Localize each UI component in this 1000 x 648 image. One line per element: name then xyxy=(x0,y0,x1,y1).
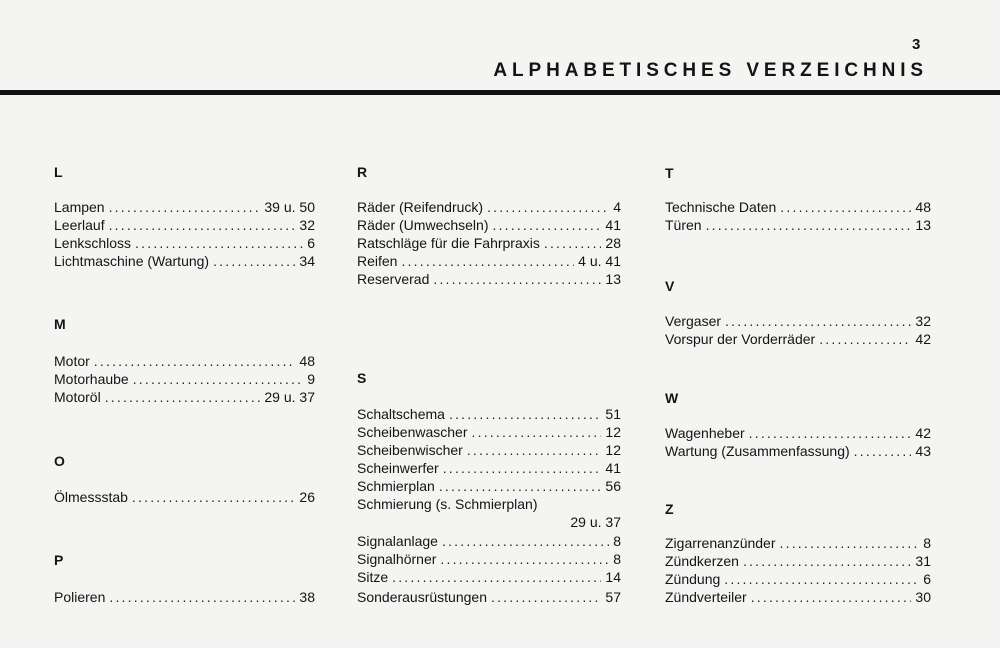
section-letter-t: T xyxy=(665,165,674,181)
section-letter-r: R xyxy=(357,164,368,180)
section-letter-m: M xyxy=(54,316,66,332)
index-entry: Motor ..... 48 xyxy=(54,352,315,370)
index-entry: Zündung ..... 6 xyxy=(665,570,931,588)
index-entry: Technische Daten ..... 48 xyxy=(665,198,931,216)
index-entry-continuation: 29 u. 37 xyxy=(570,514,621,530)
index-entry: Polieren ..... 38 xyxy=(54,588,315,606)
index-entry: Sitze ..... 14 xyxy=(357,568,621,586)
index-entry: Reserverad ..... 13 xyxy=(357,270,621,288)
index-entry: Motoröl ..... 29 u. 37 xyxy=(54,388,315,406)
index-entry: Zündverteiler ..... 30 xyxy=(665,588,931,606)
index-entry: Lichtmaschine (Wartung) ..... 34 xyxy=(54,252,315,270)
index-entry: Leerlauf ..... 32 xyxy=(54,216,315,234)
index-entry: Ölmessstab ..... 26 xyxy=(54,488,315,506)
section-letter-v: V xyxy=(665,278,675,294)
section-letter-z: Z xyxy=(665,501,674,517)
index-entry: Motorhaube ..... 9 xyxy=(54,370,315,388)
index-entry: Zigarrenanzünder ..... 8 xyxy=(665,534,931,552)
index-entry: Lampen ..... 39 u. 50 xyxy=(54,198,315,216)
index-entry: Türen ..... 13 xyxy=(665,216,931,234)
index-entry: Signalhörner ..... 8 xyxy=(357,550,621,568)
index-entry: Lenkschloss ..... 6 xyxy=(54,234,315,252)
section-letter-p: P xyxy=(54,552,64,568)
index-entry: Vorspur der Vorderräder ..... 42 xyxy=(665,330,931,348)
page-number: 3 xyxy=(912,36,921,53)
section-letter-s: S xyxy=(357,370,367,386)
index-entry: Scheibenwascher ..... 12 xyxy=(357,423,621,441)
index-entry: Signalanlage ..... 8 xyxy=(357,532,621,550)
index-entry: Scheibenwischer ..... 12 xyxy=(357,441,621,459)
title-rule xyxy=(0,90,1000,95)
index-entry: Reifen ..... 4 u. 41 xyxy=(357,252,621,270)
index-entry: Vergaser ..... 32 xyxy=(665,312,931,330)
index-entry: Räder (Umwechseln) ..... 41 xyxy=(357,216,621,234)
section-letter-o: O xyxy=(54,453,65,469)
index-entry: Zündkerzen ..... 31 xyxy=(665,552,931,570)
index-entry: Wagenheber ..... 42 xyxy=(665,424,931,442)
index-entry: Scheinwerfer ..... 41 xyxy=(357,459,621,477)
section-letter-l: L xyxy=(54,164,63,180)
index-entry: Schmierplan ..... 56 xyxy=(357,477,621,495)
section-letter-w: W xyxy=(665,390,679,406)
index-entry: Schmierung (s. Schmierplan) xyxy=(357,496,538,512)
index-entry: Wartung (Zusammenfassung) ..... 43 xyxy=(665,442,931,460)
page-title: ALPHABETISCHES VERZEICHNIS xyxy=(493,60,928,81)
index-entry: Schaltschema ..... 51 xyxy=(357,405,621,423)
index-entry: Ratschläge für die Fahrpraxis ..... 28 xyxy=(357,234,621,252)
index-entry: Räder (Reifendruck) ..... 4 xyxy=(357,198,621,216)
index-entry: Sonderausrüstungen ..... 57 xyxy=(357,588,621,606)
